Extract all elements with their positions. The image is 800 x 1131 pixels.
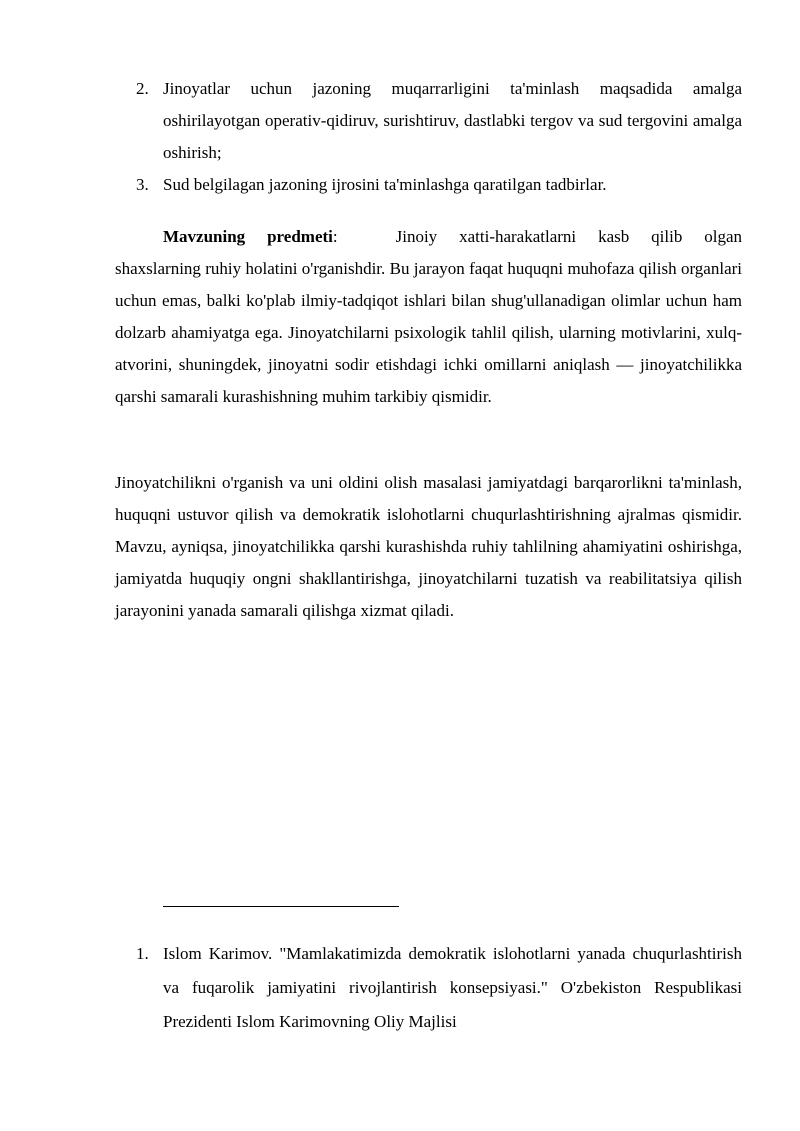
footnote-item (0, 937, 800, 1039)
footnote-separator (163, 906, 399, 907)
footnote-text: Islom Karimov. "Mamlakatimizda demokratik islohotlarni yanada chuqurlashtirish va fuqarolik jamiyatini rivojlantirish konsepsiyasi." O'zbekiston Respublikasi Prezidenti Islom Karimovning Oliy Majlisi (163, 944, 742, 1031)
numbered-list-top (0, 73, 800, 201)
footnote-number: 1. (136, 944, 149, 963)
subject-colon: : (332, 227, 338, 246)
list-item-number: 3. (136, 175, 149, 194)
list-item (0, 169, 800, 201)
list-item (0, 73, 800, 169)
paragraph-subject (115, 221, 742, 413)
footnote-list (0, 937, 800, 1039)
paragraph-relevance: Jinoyatchilikni o'rganish va uni oldini olish masalasi jamiyatdagi barqarorlikni ta'minlash, huquqni ustuvor qilish va demokratik islohotlarni chuqurlashtirishning ajralmas qismidir. Mavzu, ayniqsa, jinoyatchilikka qarshi kurashishda ruhiy tahlilning ahamiyatini oshirishga, jamiyatda huquqiy ongni shakllantirishga, jinoyatchilarni tuzatish va reabilitatsiya qilish jarayonini yanada samarali qilishga xizmat qiladi. (115, 473, 742, 620)
subject-text: Jinoiy xatti-harakatlarni kasb qilib olgan shaxslarning ruhiy holatini o'rganishdir. Bu jarayon faqat huquqni muhofaza qilish organlari uchun emas, balki ko'plab ilmiy-tadqiqot ishlari bilan shug'ullanadigan olimlar uchun ham dolzarb ahamiyatga ega. Jinoyatchilarni psixologik tahlil qilish, ularning motivlarini, xulq-atvorini, shuningdek, jinoyatni sodir etishdagi ichki omillarni aniqlash — jinoyatchilikka qarshi samarali kurashishning muhim tarkibiy qismidir. (115, 227, 742, 406)
list-item-text: Jinoyatlar uchun jazoning muqarrarligini ta'minlash maqsadida amalga oshirilayotgan operativ-qidiruv, surishtiruv, dastlabki tergov va sud tergovini amalga oshirish; (163, 79, 742, 162)
subject-label: Mavzuning predmeti (163, 227, 333, 246)
list-item-text: Sud belgilagan jazoning ijrosini ta'minlashga qaratilgan tadbirlar. (163, 175, 607, 194)
list-item-number: 2. (136, 79, 149, 98)
